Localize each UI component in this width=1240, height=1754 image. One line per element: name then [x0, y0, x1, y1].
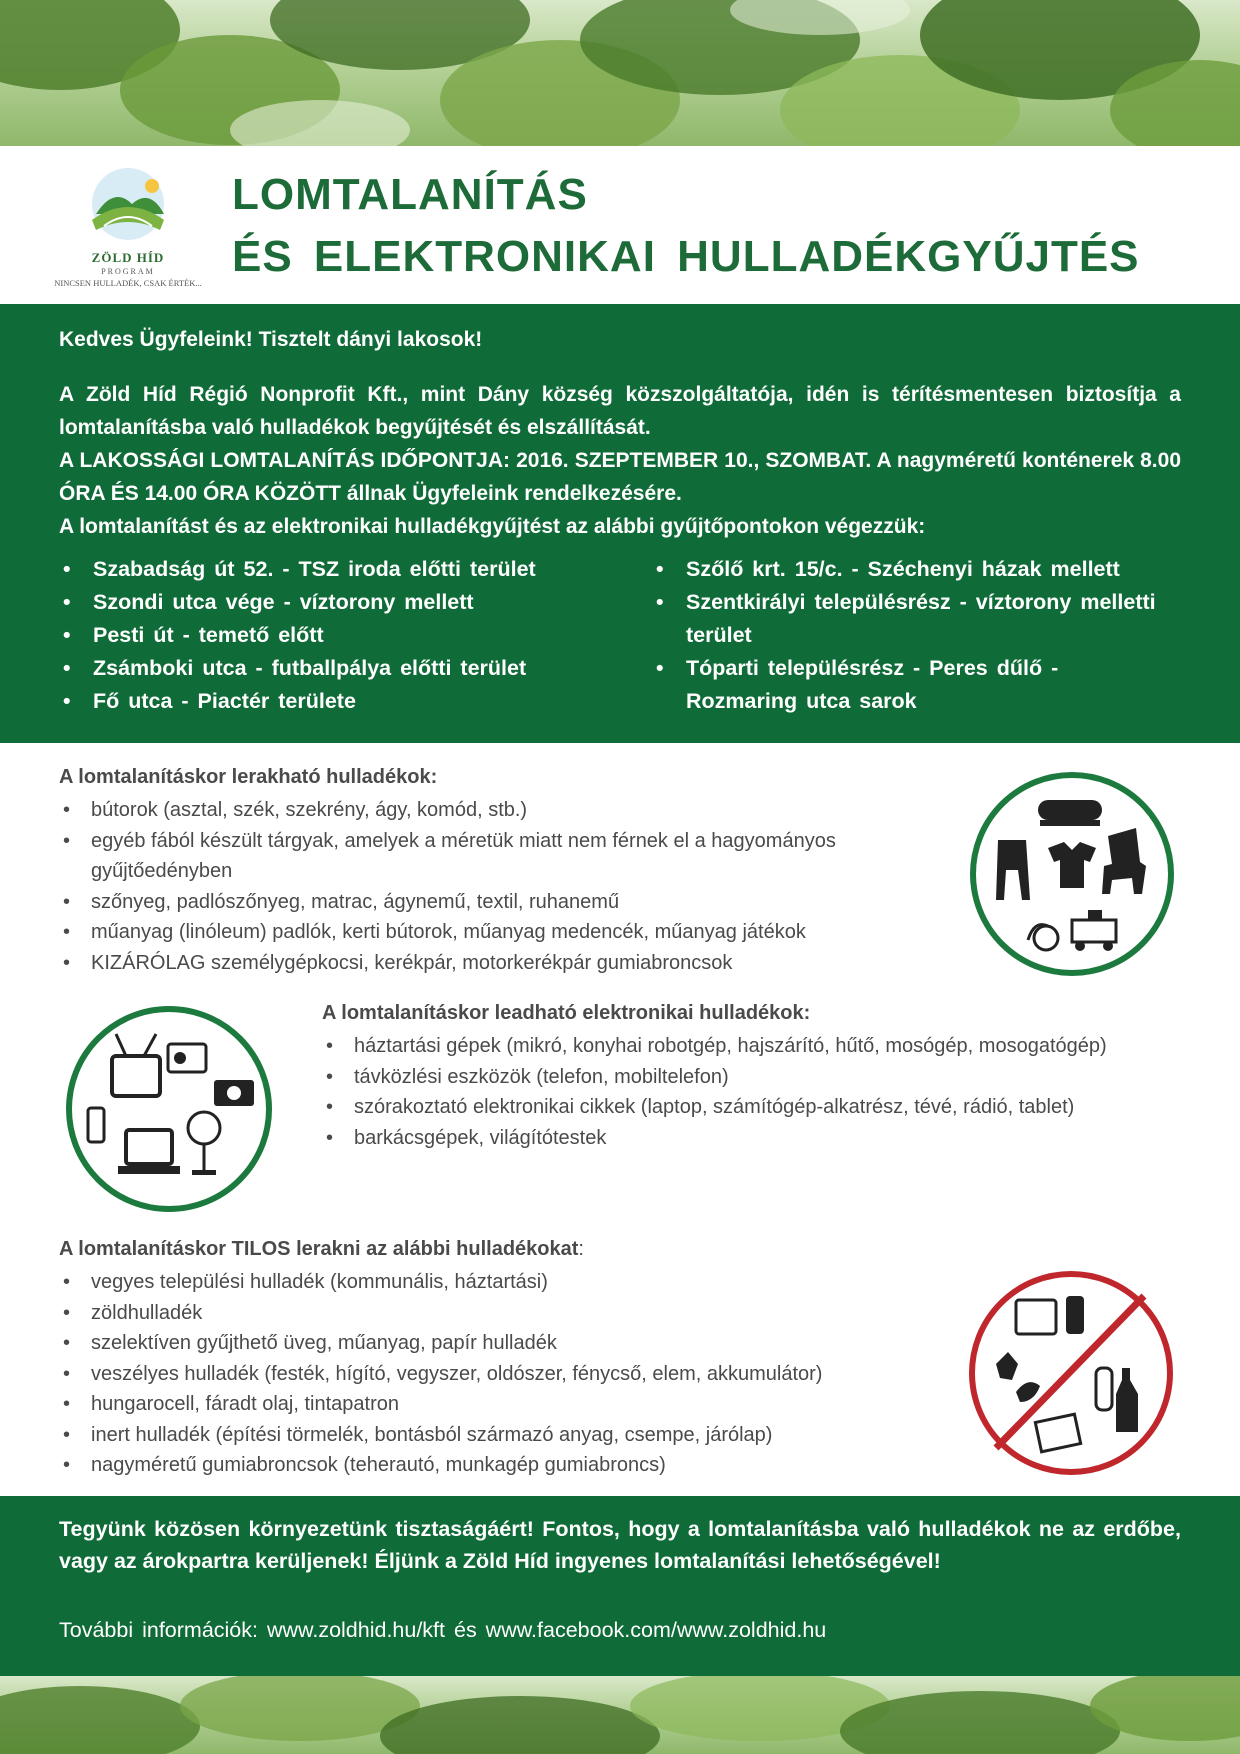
electronics-icon	[64, 1004, 274, 1214]
location-item: • Tóparti településrész - Peres dűlő - Rozmaring utca sarok	[652, 652, 1172, 718]
location-item: • Szabadság út 52. - TSZ iroda előtti terület	[59, 553, 536, 586]
logo-emblem-icon	[56, 164, 200, 250]
zold-hid-logo	[56, 164, 200, 286]
allowed-heading: A lomtalanításkor lerakható hulladékok:	[59, 766, 438, 788]
locations-list-left	[59, 553, 536, 718]
allowed-list	[59, 795, 949, 978]
forbidden-item: • hungarocell, fáradt olaj, tintapatron	[59, 1389, 959, 1420]
forbidden-waste-icon	[966, 1268, 1176, 1478]
forbidden-item: • vegyes települési hulladék (kommunális, háztartási)	[59, 1267, 959, 1298]
title-line-2: ÉS ELEKTRONIKAI HULLADÉKGYŰJTÉS	[232, 232, 1140, 281]
electronic-list	[322, 1031, 1182, 1153]
leaves-illustration	[0, 1676, 1240, 1754]
notice-paragraph-2: A LAKOSSÁGI LOMTALANÍTÁS IDŐPONTJA: 2016. SZEPTEMBER 10., SZOMBAT. A nagyméretű konténerek 8.00 ÓRA ÉS 14.00 ÓRA KÖZÖTT állnak Ügyfeleink rendelkezésére.	[59, 449, 1181, 505]
bottom-leaf-banner	[0, 1676, 1240, 1754]
location-item: • Fő utca - Piactér területe	[59, 685, 536, 718]
electronic-item: • barkácsgépek, világítótestek	[322, 1123, 1182, 1154]
logo-slogan: NINCSEN HULLADÉK, CSAK ÉRTÉK...	[54, 278, 202, 288]
forbidden-item: • nagyméretű gumiabroncsok (teherautó, munkagép gumiabroncs)	[59, 1450, 959, 1481]
forbidden-heading	[59, 1238, 584, 1261]
notice-paragraph-3: A lomtalanítást és az elektronikai hulladékgyűjtést az alábbi gyűjtőpontokon végezzük:	[59, 515, 926, 538]
footer-info: További információk: www.zoldhid.hu/kft és www.facebook.com/www.zoldhid.hu	[59, 1618, 827, 1642]
footer-box	[0, 1496, 1240, 1676]
forbidden-item: • szelektíven gyűjthető üveg, műanyag, papír hulladék	[59, 1328, 959, 1359]
header	[0, 146, 1240, 304]
furniture-icon	[968, 770, 1176, 978]
electronic-heading: A lomtalanításkor leadható elektronikai hulladékok:	[322, 1002, 811, 1024]
forbidden-item: • inert hulladék (építési törmelék, bontásból származó anyag, csempe, járólap)	[59, 1420, 959, 1451]
notice-paragraph-1: A Zöld Híd Régió Nonprofit Kft., mint Dány község közszolgáltatója, idén is térítésmentesen biztosítja a lomtalanításba való hulladékok begyűjtését és elszállítását.	[59, 383, 1181, 439]
location-item: • Szondi utca vége - víztorony mellett	[59, 586, 536, 619]
allowed-item: • műanyag (linóleum) padlók, kerti bútorok, műanyag medencék, műanyag játékok	[59, 917, 949, 948]
location-item: • Zsámboki utca - futballpálya előtti terület	[59, 652, 536, 685]
forbidden-list	[59, 1267, 959, 1481]
allowed-item: • KIZÁRÓLAG személygépkocsi, kerékpár, motorkerékpár gumiabroncsok	[59, 948, 949, 979]
locations-list-right	[652, 553, 1172, 718]
logo-name: ZÖLD HÍD	[91, 250, 165, 265]
forbidden-heading-text: A lomtalanításkor TILOS lerakni az alábbi hulladékokat	[59, 1238, 579, 1260]
forbidden-heading-suffix: :	[578, 1238, 584, 1260]
title-line-1: LOMTALANÍTÁS	[232, 170, 588, 219]
leaves-illustration	[0, 0, 1240, 146]
forbidden-item: • veszélyes hulladék (festék, hígító, vegyszer, oldószer, fénycső, elem, akkumulátor)	[59, 1359, 959, 1390]
location-item: • Pesti út - temető előtt	[59, 619, 536, 652]
page-title	[232, 164, 1140, 288]
allowed-item: • szőnyeg, padlószőnyeg, matrac, ágynemű, textil, ruhanemű	[59, 887, 949, 918]
allowed-item: • bútorok (asztal, szék, szekrény, ágy, komód, stb.)	[59, 795, 949, 826]
location-item: • Szőlő krt. 15/c. - Széchenyi házak mellett	[652, 553, 1172, 586]
logo-program: PROGRAM	[101, 267, 155, 276]
electronic-item: • háztartási gépek (mikró, konyhai robotgép, hajszárító, hűtő, mosógép, mosogatógép)	[322, 1031, 1182, 1062]
footer-text: Tegyünk közösen környezetünk tisztaságáért! Fontos, hogy a lomtalanításba való hulladékok ne az erdőbe, vagy az árokpartra kerüljenek! Éljünk a Zöld Híd ingyenes lomtalanítási lehetőségével!	[59, 1517, 1181, 1573]
location-item: • Szentkirályi településrész - víztorony melletti terület	[652, 586, 1172, 652]
allowed-item: • egyéb fából készült tárgyak, amelyek a méretük miatt nem férnek el a hagyományos gyűjtőedényben	[59, 826, 949, 887]
electronic-item: • távközlési eszközök (telefon, mobiltelefon)	[322, 1062, 1182, 1093]
electronic-item: • szórakoztató elektronikai cikkek (laptop, számítógép-alkatrész, tévé, rádió, tablet)	[322, 1092, 1182, 1123]
notice-box	[0, 304, 1240, 743]
greeting: Kedves Ügyfeleink! Tisztelt dányi lakosok!	[59, 328, 483, 351]
forbidden-item: • zöldhulladék	[59, 1298, 959, 1329]
top-leaf-banner	[0, 0, 1240, 146]
